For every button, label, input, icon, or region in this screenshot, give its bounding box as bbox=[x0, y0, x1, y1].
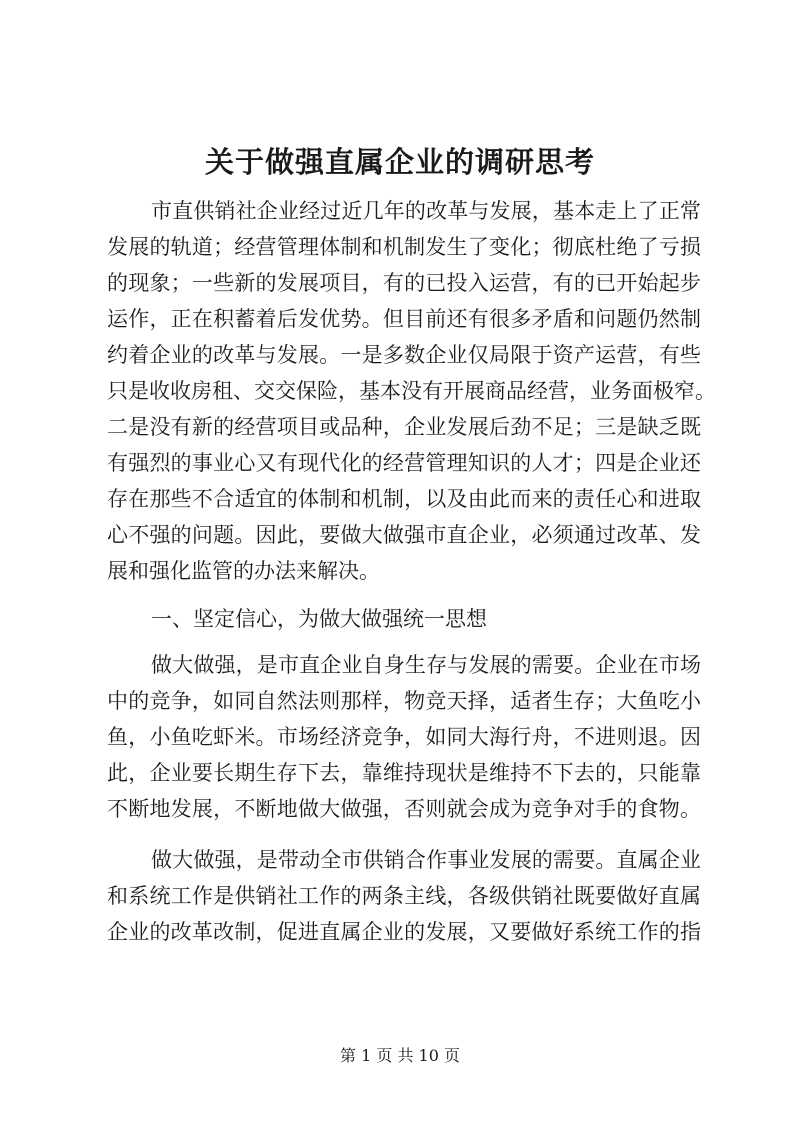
paragraph-line: 做大做强，是带动全市供销合作事业发展的需要。直属企业 bbox=[151, 848, 701, 872]
paragraph-line: 有强烈的事业心又有现代化的经营管理知识的人才；四是企业还 bbox=[107, 451, 701, 475]
paragraph-line: 此，企业要长期生存下去，靠维持现状是维持不下去的，只能靠 bbox=[107, 761, 701, 785]
paragraph-line: 展和强化监管的办法来解决。 bbox=[107, 559, 380, 583]
section-heading: 一、坚定信心，为做大做强统一思想 bbox=[151, 607, 487, 631]
paragraph-line: 和系统工作是供销社工作的两条主线，各级供销社既要做好直属 bbox=[107, 884, 701, 908]
paragraph-line: 中的竞争，如同自然法则那样，物竞天择，适者生存；大鱼吃小 bbox=[107, 689, 701, 713]
document-title: 关于做强直属企业的调研思考 bbox=[204, 145, 595, 179]
paragraph-line: 企业的改革改制，促进直属企业的发展，又要做好系统工作的指 bbox=[107, 920, 701, 944]
paragraph-line: 心不强的问题。因此，要做大做强市直企业，必须通过改革、发 bbox=[107, 523, 701, 547]
paragraph-line: 的现象；一些新的发展项目，有的已投入运营，有的已开始起步 bbox=[107, 271, 701, 295]
paragraph-line: 只是收收房租、交交保险，基本没有开展商品经营，业务面极窄。 bbox=[107, 379, 716, 403]
paragraph-line: 市直供销社企业经过近几年的改革与发展，基本走上了正常 bbox=[151, 199, 701, 223]
paragraph-line: 二是没有新的经营项目或品种，企业发展后劲不足；三是缺乏既 bbox=[107, 415, 701, 439]
paragraph-line: 发展的轨道；经营管理体制和机制发生了变化；彻底杜绝了亏损 bbox=[107, 235, 701, 259]
paragraph-line: 约着企业的改革与发展。一是多数企业仅局限于资产运营，有些 bbox=[107, 343, 701, 367]
paragraph-line: 不断地发展，不断地做大做强，否则就会成为竞争对手的食物。 bbox=[107, 797, 701, 821]
paragraph-line: 运作，正在积蓄着后发优势。但目前还有很多矛盾和问题仍然制 bbox=[107, 307, 701, 331]
paragraph-line: 鱼，小鱼吃虾米。市场经济竞争，如同大海行舟，不进则退。因 bbox=[107, 725, 701, 749]
paragraph-line: 存在那些不合适宜的体制和机制，以及由此而来的责任心和进取 bbox=[107, 487, 701, 511]
page-footer: 第 1 页 共 10 页 bbox=[340, 1046, 460, 1065]
paragraph-line: 做大做强，是市直企业自身生存与发展的需要。企业在市场 bbox=[151, 653, 701, 677]
